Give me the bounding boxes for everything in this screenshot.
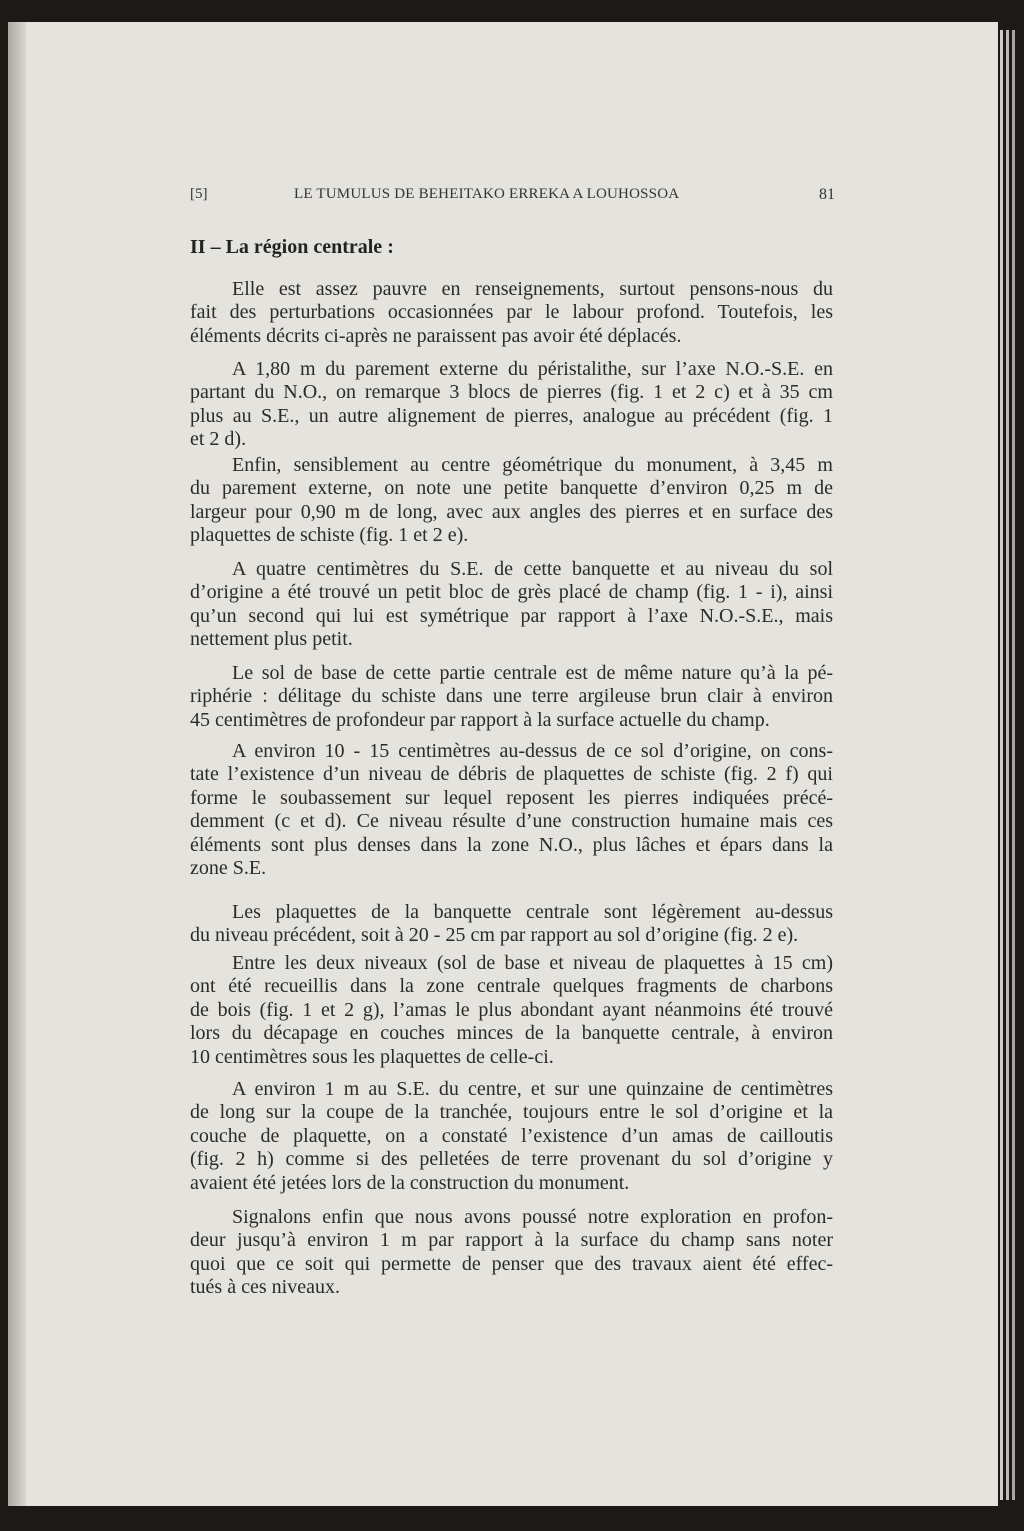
text-line: riphérie : délitage du schiste dans une terre argileuse brun clair à environ xyxy=(190,685,833,708)
text-line: forme le soubassement sur lequel reposent les pierres indiquées précé- xyxy=(190,786,833,809)
text-line: de long sur la coupe de la tranchée, toujours entre le sol d’origine et la xyxy=(190,1101,833,1124)
text-line: A quatre centimètres du S.E. de cette banquette et au niveau du sol xyxy=(232,558,833,580)
text-line: qu’un second qui lui est symétrique par rapport à l’axe N.O.-S.E., mais xyxy=(190,604,833,627)
paragraph xyxy=(190,740,833,880)
page-edge xyxy=(1000,30,1003,1500)
text-line: Signalons enfin que nous avons poussé notre exploration en profon- xyxy=(232,1206,833,1228)
text-line: Elle est assez pauvre en renseignements, surtout pensons-nous du xyxy=(232,278,833,300)
text-line: (fig. 2 h) comme si des pelletées de terre provenant du sol d’origine y xyxy=(190,1148,833,1171)
text-line: nettement plus petit. xyxy=(190,628,353,651)
text-line: A environ 1 m au S.E. du centre, et sur une quinzaine de centimètres xyxy=(232,1078,833,1100)
page-number: 81 xyxy=(819,186,835,203)
text-line: lors du décapage en couches minces de la banquette centrale, à environ xyxy=(190,1022,833,1045)
paragraph xyxy=(190,358,833,452)
text-line: et 2 d). xyxy=(190,428,247,451)
text-line: quoi que ce soit qui permette de penser que des travaux aient été effec- xyxy=(190,1252,833,1275)
section-heading: II – La région centrale : xyxy=(190,236,394,258)
text-line: ont été recueillis dans la zone centrale quelques fragments de charbons xyxy=(190,975,833,998)
text-line: tate l’existence d’un niveau de débris de plaquettes de schiste (fig. 2 f) qui xyxy=(190,763,833,786)
page-edge xyxy=(1012,30,1015,1500)
page-edge xyxy=(1006,30,1009,1500)
text-line: de bois (fig. 1 et 2 g), l’amas le plus abondant ayant néanmoins été trouvé xyxy=(190,998,833,1021)
paragraph xyxy=(190,901,833,948)
running-header xyxy=(190,186,835,210)
text-line: plus au S.E., un autre alignement de pierres, analogue au précédent (fig. 1 xyxy=(190,404,833,427)
text-line: plaquettes de schiste (fig. 1 et 2 e). xyxy=(190,524,469,547)
text-line: couche de plaquette, on a constaté l’existence d’un amas de cailloutis xyxy=(190,1124,833,1147)
paragraph xyxy=(190,454,833,548)
text-line: d’origine a été trouvé un petit bloc de grès placé de champ (fig. 1 - i), ainsi xyxy=(190,581,833,604)
text-line: partant du N.O., on remarque 3 blocs de pierres (fig. 1 et 2 c) et à 35 cm xyxy=(190,381,833,404)
paragraph xyxy=(190,662,833,732)
text-line: zone S.E. xyxy=(190,856,267,879)
text-line: A environ 10 - 15 centimètres au-dessus de ce sol d’origine, on cons- xyxy=(232,740,833,762)
text-line: demment (c et d). Ce niveau résulte d’une construction humaine mais ces xyxy=(190,810,833,833)
paragraph xyxy=(190,1078,833,1195)
text-line: tués à ces niveaux. xyxy=(190,1276,340,1299)
running-title: LE TUMULUS DE BEHEITAKO ERREKA A LOUHOSSOA xyxy=(294,186,680,202)
text-line: Les plaquettes de la banquette centrale sont légèrement au-dessus xyxy=(232,901,833,923)
text-line: éléments sont plus denses dans la zone N.O., plus lâches et épars dans la xyxy=(190,833,833,856)
text-line: 45 centimètres de profondeur par rapport à la surface actuelle du champ. xyxy=(190,708,770,731)
text-line: Enfin, sensiblement au centre géométrique du monument, à 3,45 m xyxy=(232,454,833,476)
page-binding-shadow xyxy=(8,22,26,1506)
text-line: avaient été jetées lors de la construction du monument. xyxy=(190,1171,630,1194)
paragraph xyxy=(190,558,833,652)
text-line: Entre les deux niveaux (sol de base et niveau de plaquettes à 15 cm) xyxy=(232,952,833,974)
text-line: du niveau précédent, soit à 20 - 25 cm par rapport au sol d’origine (fig. 2 e). xyxy=(190,924,799,947)
paragraph xyxy=(190,1206,833,1300)
text-line: 10 centimètres sous les plaquettes de celle-ci. xyxy=(190,1045,554,1068)
text-line: deur jusqu’à environ 1 m par rapport à la surface du champ sans noter xyxy=(190,1229,833,1252)
paragraph xyxy=(190,952,833,1069)
text-line: Le sol de base de cette partie centrale est de même nature qu’à la pé- xyxy=(232,662,833,684)
text-line: A 1,80 m du parement externe du péristalithe, sur l’axe N.O.-S.E. en xyxy=(232,358,833,380)
text-line: largeur pour 0,90 m de long, avec aux angles des pierres et en surface des xyxy=(190,500,833,523)
text-line: éléments décrits ci-après ne paraissent pas avoir été déplacés. xyxy=(190,324,682,347)
paragraph xyxy=(190,278,833,348)
section-number: [5] xyxy=(190,186,208,202)
text-line: du parement externe, on note une petite banquette d’environ 0,25 m de xyxy=(190,477,833,500)
text-line: fait des perturbations occasionnées par le labour profond. Toutefois, les xyxy=(190,301,833,324)
